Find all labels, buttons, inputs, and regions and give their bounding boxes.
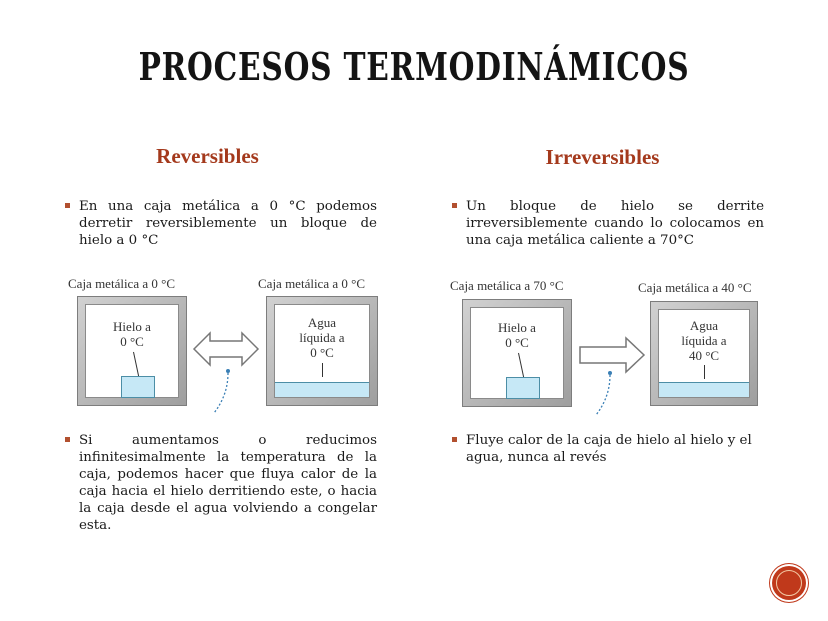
ice-label-2: 0 °C xyxy=(120,334,144,349)
bullet-icon xyxy=(65,203,70,208)
left-metal-box xyxy=(462,299,572,407)
water-label-1: Agua xyxy=(689,318,719,333)
water-label-1: Agua xyxy=(307,315,337,330)
heat-flow-icon xyxy=(210,367,235,417)
reversible-bullet-2: Si aumentamos o reducimos infinitesimalmente la temperatura de la caja, podemos hacer que fluya calor de la caja hacia el hielo derritiendo este, o hacia la caja desde el agua volviendo a congelar esta. xyxy=(79,432,377,534)
irreversible-bullet-1: Un bloque de hielo se derrite irreversiblemente cuando lo colocamos en una caja metálica caliente a 70°C xyxy=(466,198,764,249)
ice-label-1: Hielo a xyxy=(113,319,151,334)
right-box-label: Caja metálica a 0 °C xyxy=(258,276,365,291)
water-label-2: líquida a xyxy=(681,333,727,348)
ice-label-2: 0 °C xyxy=(505,335,529,350)
slide-title: PROCESOS TERMODINÁMICOS xyxy=(138,44,690,89)
irreversible-bullet-2: Fluye calor de la caja de hielo al hielo y el agua, nunca al revés xyxy=(466,432,764,466)
reversible-bullet-1: En una caja metálica a 0 °C podemos derretir reversiblemente un bloque de hielo a 0 °C xyxy=(79,198,377,249)
label-pointer xyxy=(322,363,323,377)
left-box-label: Caja metálica a 70 °C xyxy=(450,278,564,293)
water-label-2: líquida a xyxy=(299,330,345,345)
slide-nav-button[interactable] xyxy=(772,566,806,600)
reversible-heading: Reversibles xyxy=(156,144,259,168)
irreversible-heading: Irreversibles xyxy=(545,145,660,169)
ice-block xyxy=(121,376,155,398)
bullet-icon xyxy=(452,437,457,442)
bullet-icon xyxy=(65,437,70,442)
right-metal-box xyxy=(650,301,758,406)
water-label-3: 0 °C xyxy=(310,345,334,360)
irreversible-figure xyxy=(445,272,785,422)
left-metal-box xyxy=(77,296,187,406)
left-box-label: Caja metálica a 0 °C xyxy=(68,276,175,291)
double-arrow-icon xyxy=(192,329,260,369)
right-metal-box xyxy=(266,296,378,406)
water-layer xyxy=(659,382,749,397)
reversible-figure xyxy=(60,272,400,422)
circle-nav-icon xyxy=(776,570,802,596)
heat-flow-icon xyxy=(592,369,617,419)
water-layer xyxy=(275,382,369,397)
label-pointer xyxy=(704,365,705,379)
right-box-label: Caja metálica a 40 °C xyxy=(638,280,752,295)
ice-block xyxy=(506,377,540,399)
water-label-3: 40 °C xyxy=(688,348,720,363)
ice-label-1: Hielo a xyxy=(498,320,536,335)
bullet-icon xyxy=(452,203,457,208)
